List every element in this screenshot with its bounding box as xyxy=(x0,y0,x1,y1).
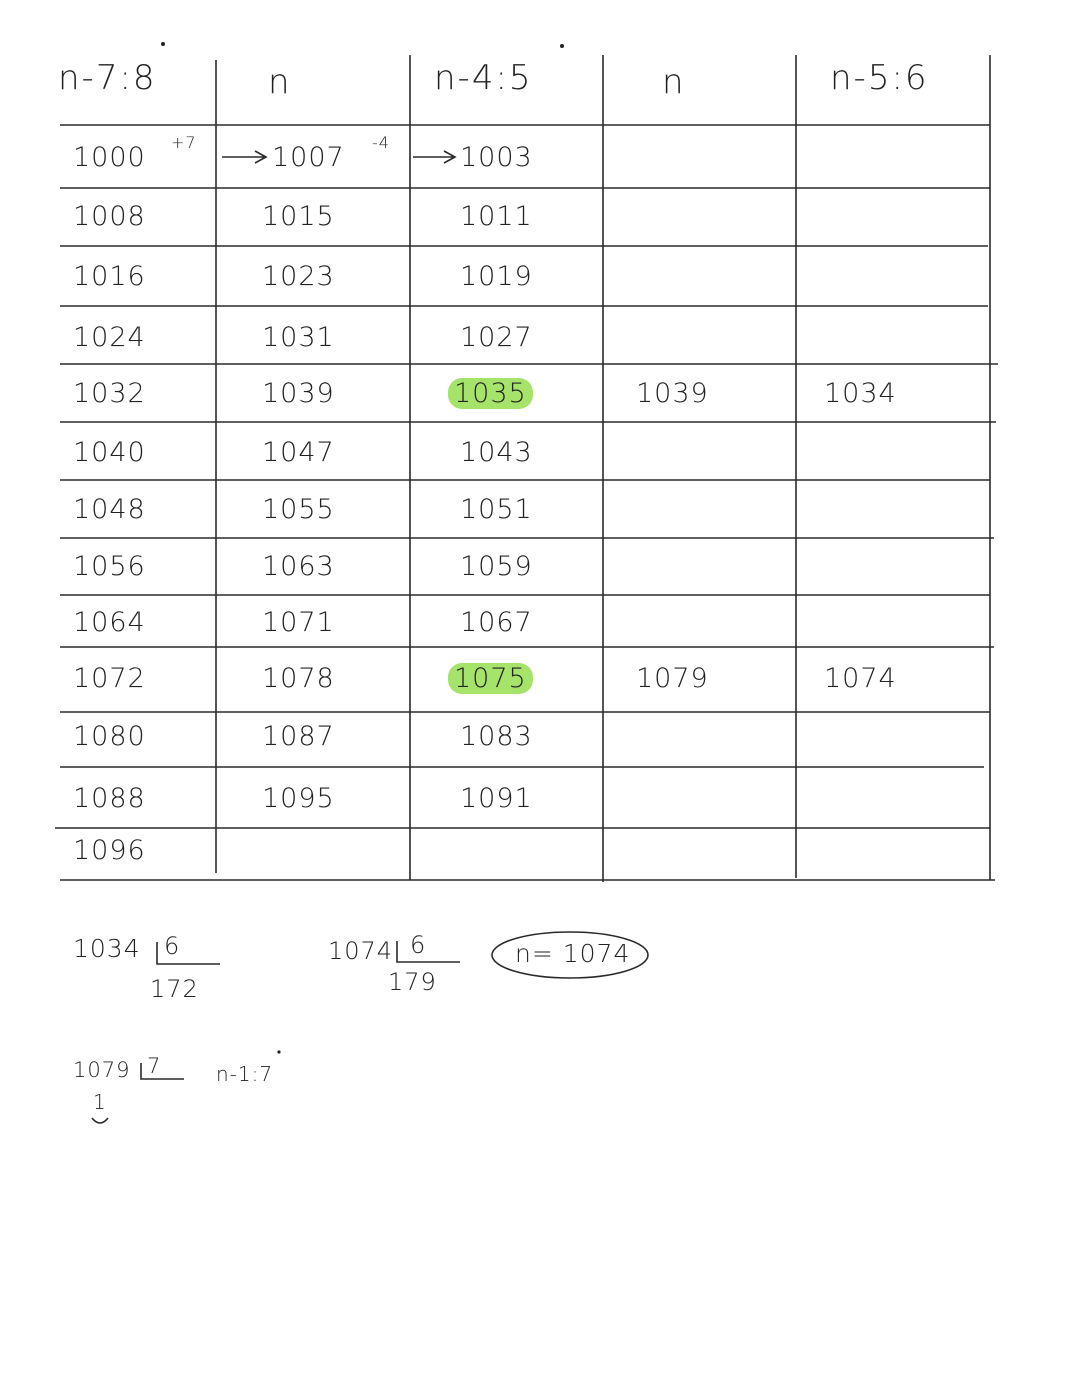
answer: n= 1074 xyxy=(515,939,631,968)
header-col-3: n-4:5 xyxy=(434,58,533,98)
table-cell: 1035 xyxy=(448,378,533,409)
header-col-2: n xyxy=(268,62,292,102)
table-cell: 1051 xyxy=(460,494,533,525)
table-cell: 1083 xyxy=(460,721,533,752)
table-cell: 1048 xyxy=(73,494,146,525)
table-cell: 1088 xyxy=(73,783,146,814)
table-cell: 1047 xyxy=(262,437,335,468)
table-cell: 1039 xyxy=(262,378,335,409)
header-col-1: n-7:8 xyxy=(58,58,157,98)
arrow-plus-icon xyxy=(222,151,266,163)
table-cell: 1027 xyxy=(460,322,533,353)
table-cell: 1096 xyxy=(73,835,146,866)
arrow-minus-icon xyxy=(413,151,455,163)
table-cell: 1079 xyxy=(636,663,709,694)
table-cell: 1078 xyxy=(262,663,335,694)
table-cell: 1067 xyxy=(460,607,533,638)
table-cell: 1063 xyxy=(262,551,335,582)
table-cell: 1039 xyxy=(636,378,709,409)
table-cell: 1074 xyxy=(824,663,897,694)
table-cell: 1007 xyxy=(272,142,345,173)
table-cell: 1024 xyxy=(73,322,146,353)
condition-note: n-1:7 xyxy=(216,1062,274,1086)
table-cell: 1034 xyxy=(824,378,897,409)
header-col-4: n xyxy=(662,62,686,102)
table-cell: 1023 xyxy=(262,261,335,292)
table-cell: 1071 xyxy=(262,607,335,638)
division-2-quotient: 179 xyxy=(388,968,437,996)
arrow-label-minus: -4 xyxy=(372,133,390,152)
table-cell: 1040 xyxy=(73,437,146,468)
table-cell: 1095 xyxy=(262,783,335,814)
table-cell: 1016 xyxy=(73,261,146,292)
table-cell: 1080 xyxy=(73,721,146,752)
table-cell: 1011 xyxy=(460,201,533,232)
table-cell: 1008 xyxy=(73,201,146,232)
table-cell: 1056 xyxy=(73,551,146,582)
division-1-quotient: 172 xyxy=(150,975,199,1003)
table-cell: 1064 xyxy=(73,607,146,638)
header-col-5: n-5:6 xyxy=(830,58,929,98)
division-2-divisor: 6 xyxy=(410,931,427,959)
table-cell: 1075 xyxy=(448,663,533,694)
division-3-dividend: 1079 xyxy=(73,1058,131,1082)
table-cell: 1031 xyxy=(262,322,335,353)
division-1-dividend: 1034 xyxy=(73,934,141,963)
table-cell: 1003 xyxy=(460,142,533,173)
division-3-remainder: 1 xyxy=(93,1090,107,1114)
table-cell: 1055 xyxy=(262,494,335,525)
division-1-divisor: 6 xyxy=(164,932,181,960)
table-cell: 1059 xyxy=(460,551,533,582)
table-cell: 1019 xyxy=(460,261,533,292)
table-cell: 1015 xyxy=(262,201,335,232)
table-cell: 1087 xyxy=(262,721,335,752)
division-2-dividend: 1074 xyxy=(328,937,394,965)
table-cell: 1091 xyxy=(460,783,533,814)
arrow-label-plus: +7 xyxy=(171,133,197,152)
table-cell: 1000 xyxy=(73,142,146,173)
table-cell: 1072 xyxy=(73,663,146,694)
table-cell: 1032 xyxy=(73,378,146,409)
division-3-divisor: 7 xyxy=(147,1054,162,1078)
table-cell: 1043 xyxy=(460,437,533,468)
